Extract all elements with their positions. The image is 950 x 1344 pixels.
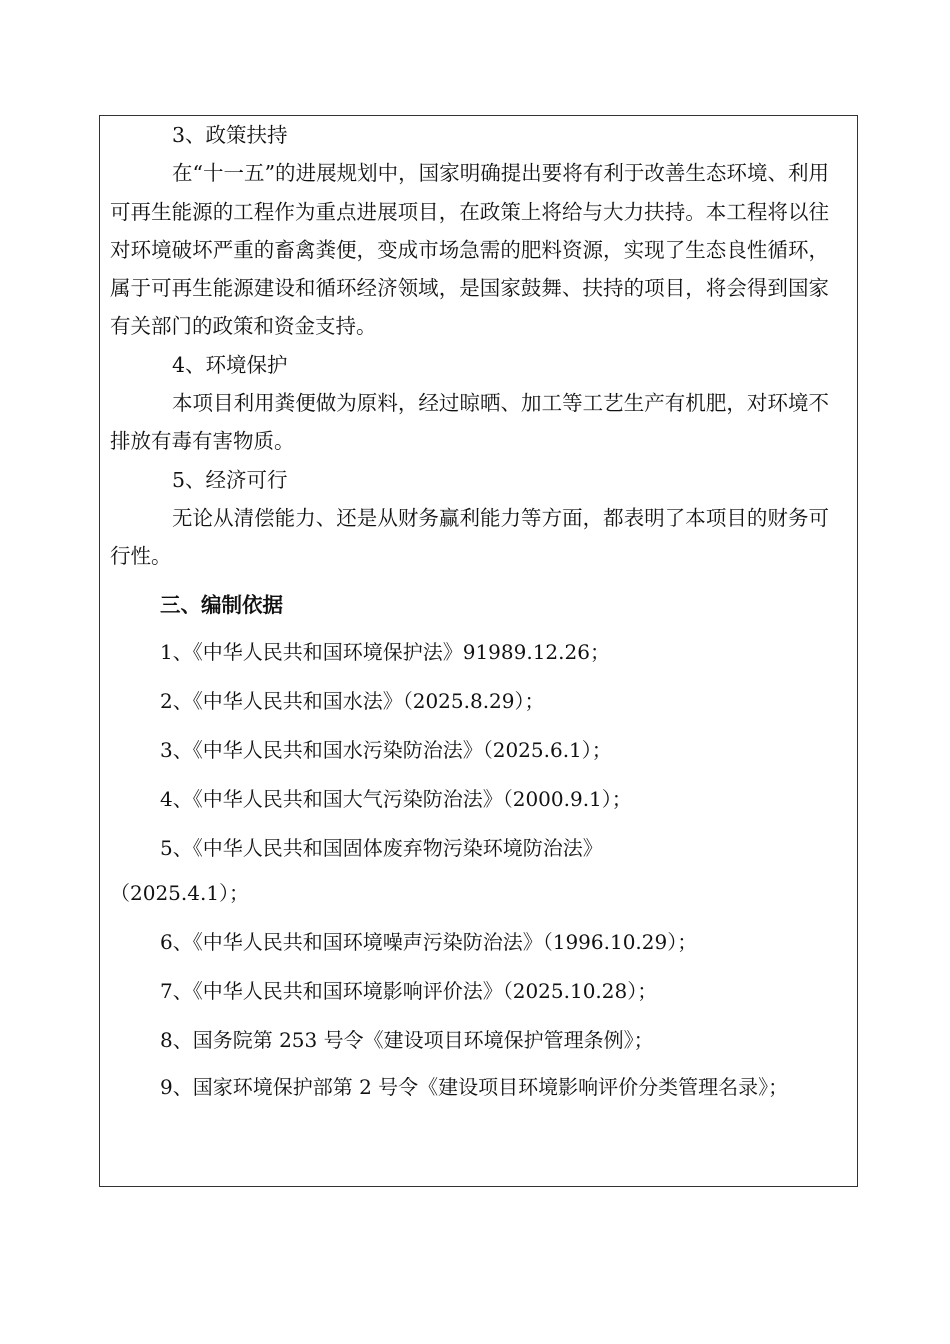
list-item: 9、国家环境保护部第 2 号令《建设项目环境影响评价分类管理名录》； [160,1074,789,1099]
list-item: 2、《中华人民共和国水法》（2025.8.29）； [160,688,545,713]
section-body: 本项目利用粪便做为原料，经过晾晒、加工等工艺生产有机肥，对环境不排放有毒有害物质。 [110,391,829,454]
basis-list [110,628,829,1109]
section-body: 无论从清偿能力、还是从财务赢利能力等方面，都表明了本项目的财务可行性。 [110,505,829,569]
basis-heading: 三、编制依据 [160,592,283,617]
section-environment [110,346,829,461]
section-policy [110,116,829,346]
list-item: 5、《中华人民共和国固体废弃物污染环境防治法》 [160,835,603,860]
section-economy [110,461,829,576]
list-item: 4、《中华人民共和国大气污染防治法》（2000.9.1）； [160,786,632,811]
list-item: 3、《中华人民共和国水污染防治法》（2025.6.1）； [160,737,612,762]
list-item: 1、《中华人民共和国环境保护法》91989.12.26； [160,639,610,664]
section-title: 3、政策扶持 [172,123,288,147]
section-title: 5、经济可行 [172,467,288,492]
section-body: 在“十一五”的进展规划中，国家明确提出要将有利于改善生态环境、利用可再生能源的工程作为重点进展项目，在政策上将给与大力扶持。本工程将以往对环境破坏严重的畜禽粪便，变成市场急需的肥料资源，实现了生态良性循环，属于可再生能源建设和循环经济领域，是国家鼓舞、扶持的项目，将会得到国家有关部门的政策和资金支持。 [110,161,829,339]
list-item: （2025.4.1）； [110,880,250,905]
list-item: 7、《中华人民共和国环境影响评价法》（2025.10.28）； [160,978,658,1003]
section-title: 4、环境保护 [172,352,288,377]
document-content [110,116,829,1109]
list-item: 6、《中华人民共和国环境噪声污染防治法》（1996.10.29）； [160,929,698,954]
document-frame [99,115,858,1187]
list-item: 8、国务院第 253 号令《建设项目环境保护管理条例》； [160,1027,654,1052]
